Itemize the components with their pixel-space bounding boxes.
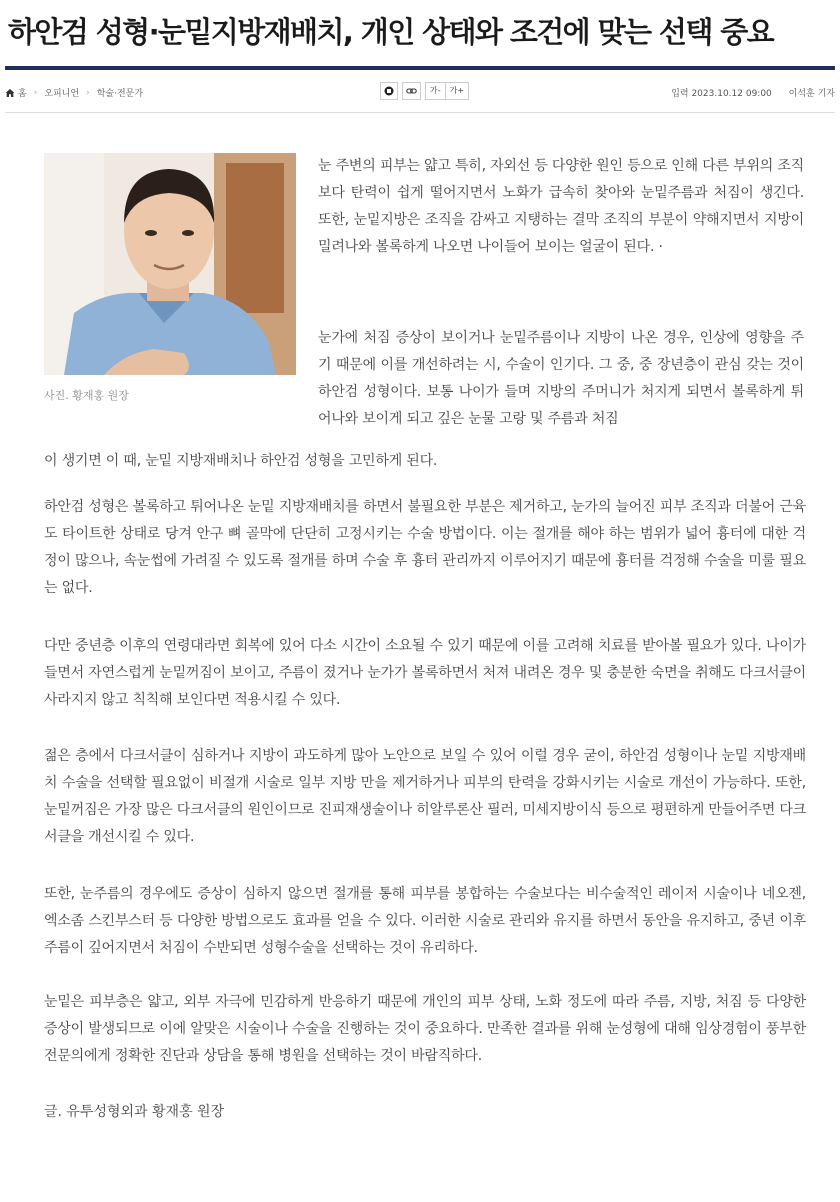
- article-paragraph-4: 다만 중년층 이후의 연령대라면 회복에 있어 다소 시간이 소요될 수 있기 때문에 이를 고려해 치료를 받아볼 필요가 있다. 나이가 들면서 자연스럽게 눈밑꺼짐이 보이고, 주름이 졌거나 눈가가 볼록하면서 처져 내려온 경우 및 충분한 숙면을 취해도 다크서클이 사라지지 않고 칙칙해 보인다면 적용시킬 수 있다.: [44, 638, 806, 708]
- publish-info: [671, 86, 835, 99]
- home-icon[interactable]: [5, 88, 15, 98]
- publish-date: 입력 2023.10.12 09:00: [671, 89, 772, 99]
- article-paragraph-2: 눈가에 처짐 증상이 보이거나 눈밑주름이나 지방이 나온 경우, 인상에 영향을 주기 때문에 이를 개선하려는 시, 수술이 인기다. 그 중, 중 장년층이 관심 갖는 것이 하안검 성형이다. 보통 나이가 들며 지방의 주머니가 처지게 되면서 볼록하게 튀어나와 보이게 되고 깊은 눈물 고랑 및 주름과 처짐: [318, 330, 804, 427]
- font-decrease-button[interactable]: 가-: [430, 86, 441, 95]
- photo-caption: 사진. 황재홍 원장: [44, 389, 129, 402]
- article-tools: [380, 82, 469, 100]
- print-button[interactable]: [380, 82, 398, 100]
- article-paragraph-7: 눈밑은 피부층은 얇고, 외부 자극에 민감하게 반응하기 때문에 개인의 피부 상태, 노화 정도에 따라 주름, 지방, 처짐 등 다양한 증상이 발생되므로 이에 알맞은 시술이나 수술을 진행하는 것이 중요하다. 만족한 결과를 위해 눈성형에 대해 임상경험이 풍부한 전문의에게 정확한 진단과 상담을 통해 병원을 선택하는 것이 바람직하다.: [44, 994, 806, 1064]
- article-meta-bar: [5, 78, 835, 108]
- article-paragraph-5: 젊은 층에서 다크서클이 심하거나 지방이 과도하게 많아 노안으로 보일 수 있어 이럴 경우 굳이, 하안검 성형이나 눈밑 지방재배치 수술을 선택할 필요없이 비절개 시술로 일부 지방 만을 제거하거나 피부의 탄력을 강화시키는 시술로 개선이 가능하다. 또한, 눈밑꺼짐은 가장 많은 다크서클의 원인이므로 진피재생술이나 히알루론산 필러, 미세지방이식 등으로 평편하게 만들어주면 다크서클을 개선시킬 수 있다.: [44, 748, 806, 845]
- headline-divider: [5, 66, 835, 70]
- article-paragraph-6: 또한, 눈주름의 경우에도 증상이 심하지 않으면 절개를 통해 피부를 봉합하는 수술보다는 비수술적인 레이저 시술이나 네오젠, 엑소좀 스킨부스터 등 다양한 방법으로도 효과를 얻을 수 있다. 이러한 시술로 관리와 유지를 하면서 동안을 유지하고, 중년 이후 주름이 깊어지면서 처짐이 수반되면 성형수술을 선택하는 것이 유리하다.: [44, 886, 806, 956]
- font-size-controls: [425, 82, 469, 100]
- article-paragraph-2-continued: 이 생기면 이 때, 눈밑 지방재배치나 하안검 성형을 고민하게 된다.: [44, 453, 438, 469]
- breadcrumb: [5, 86, 143, 99]
- chevron-right-icon: ›: [86, 87, 90, 98]
- copy-link-button[interactable]: [402, 82, 421, 100]
- link-icon: [406, 86, 417, 96]
- breadcrumb-subsection[interactable]: 학술·전문가: [96, 89, 144, 99]
- breadcrumb-home[interactable]: 홈: [18, 89, 27, 99]
- article-headline: 하안검 성형·눈밑지방재배치, 개인 상태와 조건에 맞는 선택 중요: [8, 15, 774, 49]
- font-increase-button[interactable]: 가+: [445, 83, 468, 99]
- article-byline: 글. 유투성형외과 황재홍 원장: [44, 1104, 225, 1120]
- meta-divider: [5, 112, 835, 113]
- chevron-right-icon: ›: [33, 87, 38, 98]
- article-paragraph-1: 눈 주변의 피부는 얇고 특히, 자외선 등 다양한 원인 등으로 인해 다른 부위의 조직보다 탄력이 쉽게 떨어지면서 노화가 급속히 찾아와 눈밑주름과 처짐이 생긴다. 또한, 눈밑지방은 조직을 감싸고 지탱하는 결막 조직의 부분이 약해지면서 지방이 밀려나와 볼록하게 나오면 나이들어 보이는 얼굴이 된다. ·: [318, 158, 804, 255]
- breadcrumb-section[interactable]: 오피니언: [44, 89, 80, 99]
- doctor-photo: [44, 153, 296, 375]
- print-icon: [384, 86, 394, 96]
- reporter-name[interactable]: 이석훈 기자: [788, 89, 835, 99]
- article-paragraph-3: 하안검 성형은 볼록하고 튀어나온 눈밑 지방재배치를 하면서 불필요한 부분은 제거하고, 눈가의 늘어진 피부 조직과 더불어 근육도 타이트한 상태로 당겨 안구 뼈 골막에 단단히 고정시키는 수술 방법이다. 이는 절개를 해야 하는 범위가 넓어 흉터에 대한 걱정이 많으나, 속눈썹에 가려질 수 있도록 절개를 하며 수술 후 흉터 관리까지 이루어지기 때문에 흉터를 걱정해 수술을 미룰 필요는 없다.: [44, 499, 806, 596]
